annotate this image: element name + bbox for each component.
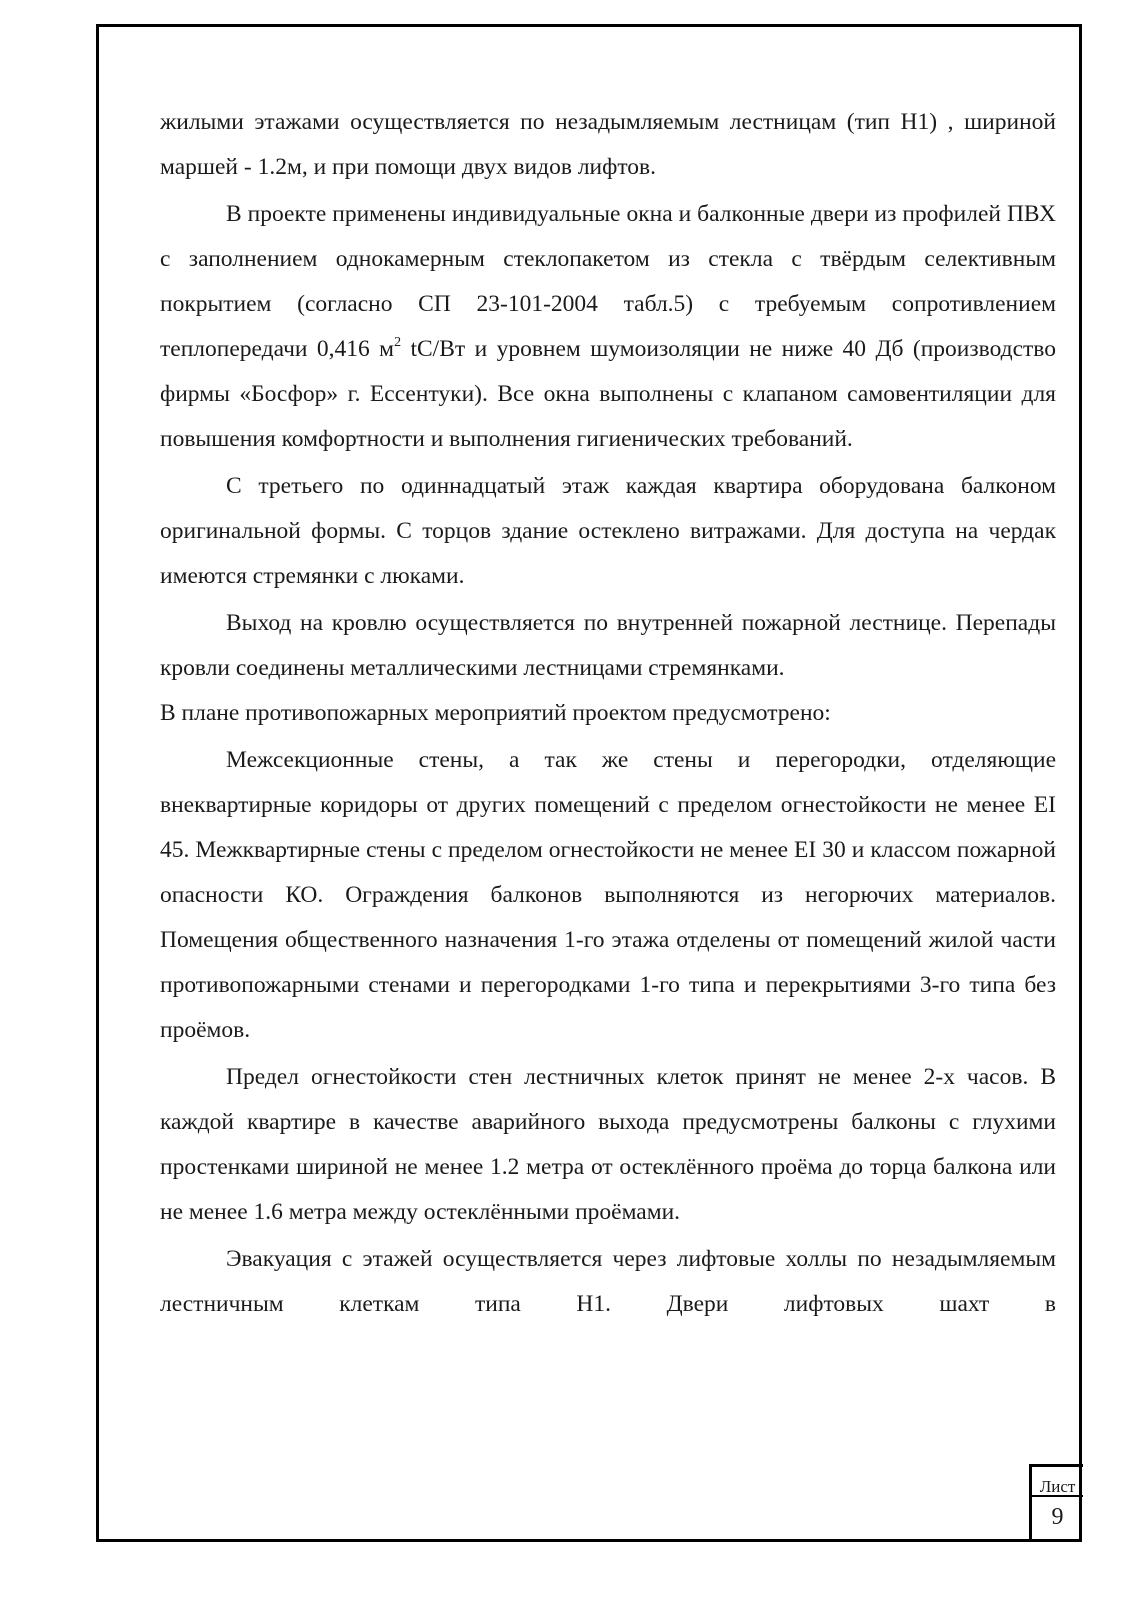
paragraph-6: Межсекционные стены, а так же стены и перегородки, отделяющие внеквартирные коридоры от других помещений с пределом огнестойкости не менее EI 45. Межквартирные стены с пределом огнестойкости не менее EI 30 и классом пожарной опасности КО. Ограждения балконов выполняются из негорючих материалов. Помещения общественного назначения 1-го этажа отделены от помещений жилой части противопожарными стенами и перегородками 1-го типа и перекрытиями 3-го типа без проёмов. xyxy=(160,747,1056,1043)
paragraph-8: Эвакуация с этажей осуществляется через лифтовые холлы по незадымляемым лестничным клеткам типа Н1. Двери лифтовых шахт в xyxy=(160,1246,1056,1317)
sheet-label: Лист xyxy=(1032,1467,1083,1497)
paragraph-1: жилыми этажами осуществляется по незадымляемым лестницам (тип Н1) , шириной маршей - 1.2м, и при помощи двух видов лифтов. xyxy=(160,109,1056,180)
paragraph-3: С третьего по одиннадцатый этаж каждая квартира оборудована балконом оригинальной формы. С торцов здание остеклено витражами. Для доступа на чердак имеются стремянки с люками. xyxy=(160,473,1056,589)
paragraph-4: Выход на кровлю осуществляется по внутренней пожарной лестнице. Перепады кровли соединены металлическими лестницами стремянками. xyxy=(160,610,1056,681)
paragraph-7: Предел огнестойкости стен лестничных клеток принят не менее 2-х часов. В каждой квартире в качестве аварийного выхода предусмотрены балконы с глухими простенками шириной не менее 1.2 метра от остеклённого проёма до торца балкона или не менее 1.6 метра между остеклёнными проёмами. xyxy=(160,1064,1056,1225)
paragraph-5: В плане противопожарных мероприятий проектом предусмотрено: xyxy=(160,700,831,726)
sheet-stamp xyxy=(1029,1464,1083,1542)
document-body xyxy=(160,100,1056,1327)
sheet-number: 9 xyxy=(1051,1504,1064,1530)
paragraph-2-text-b: tC/Вт и уровнем шумоизоляции не ниже 40 Дб (производство фирмы «Босфор» г. Ессентуки). Все окна выполнены с клапаном самовентиляции для повышения комфортности и выполнения гигиенических требований. xyxy=(160,336,1056,452)
paragraph-2-text-a: В проекте применены индивидуальные окна и балконные двери из профилей ПВХ с заполнением однокамерным стеклопакетом из стекла с твёрдым селективным покрытием (согласно СП 23-101-2004 табл.5) с требуемым сопротивлением теплопередачи 0,416 м xyxy=(160,201,1056,362)
paragraph-2 xyxy=(160,192,1056,462)
superscript-2: 2 xyxy=(394,335,402,350)
